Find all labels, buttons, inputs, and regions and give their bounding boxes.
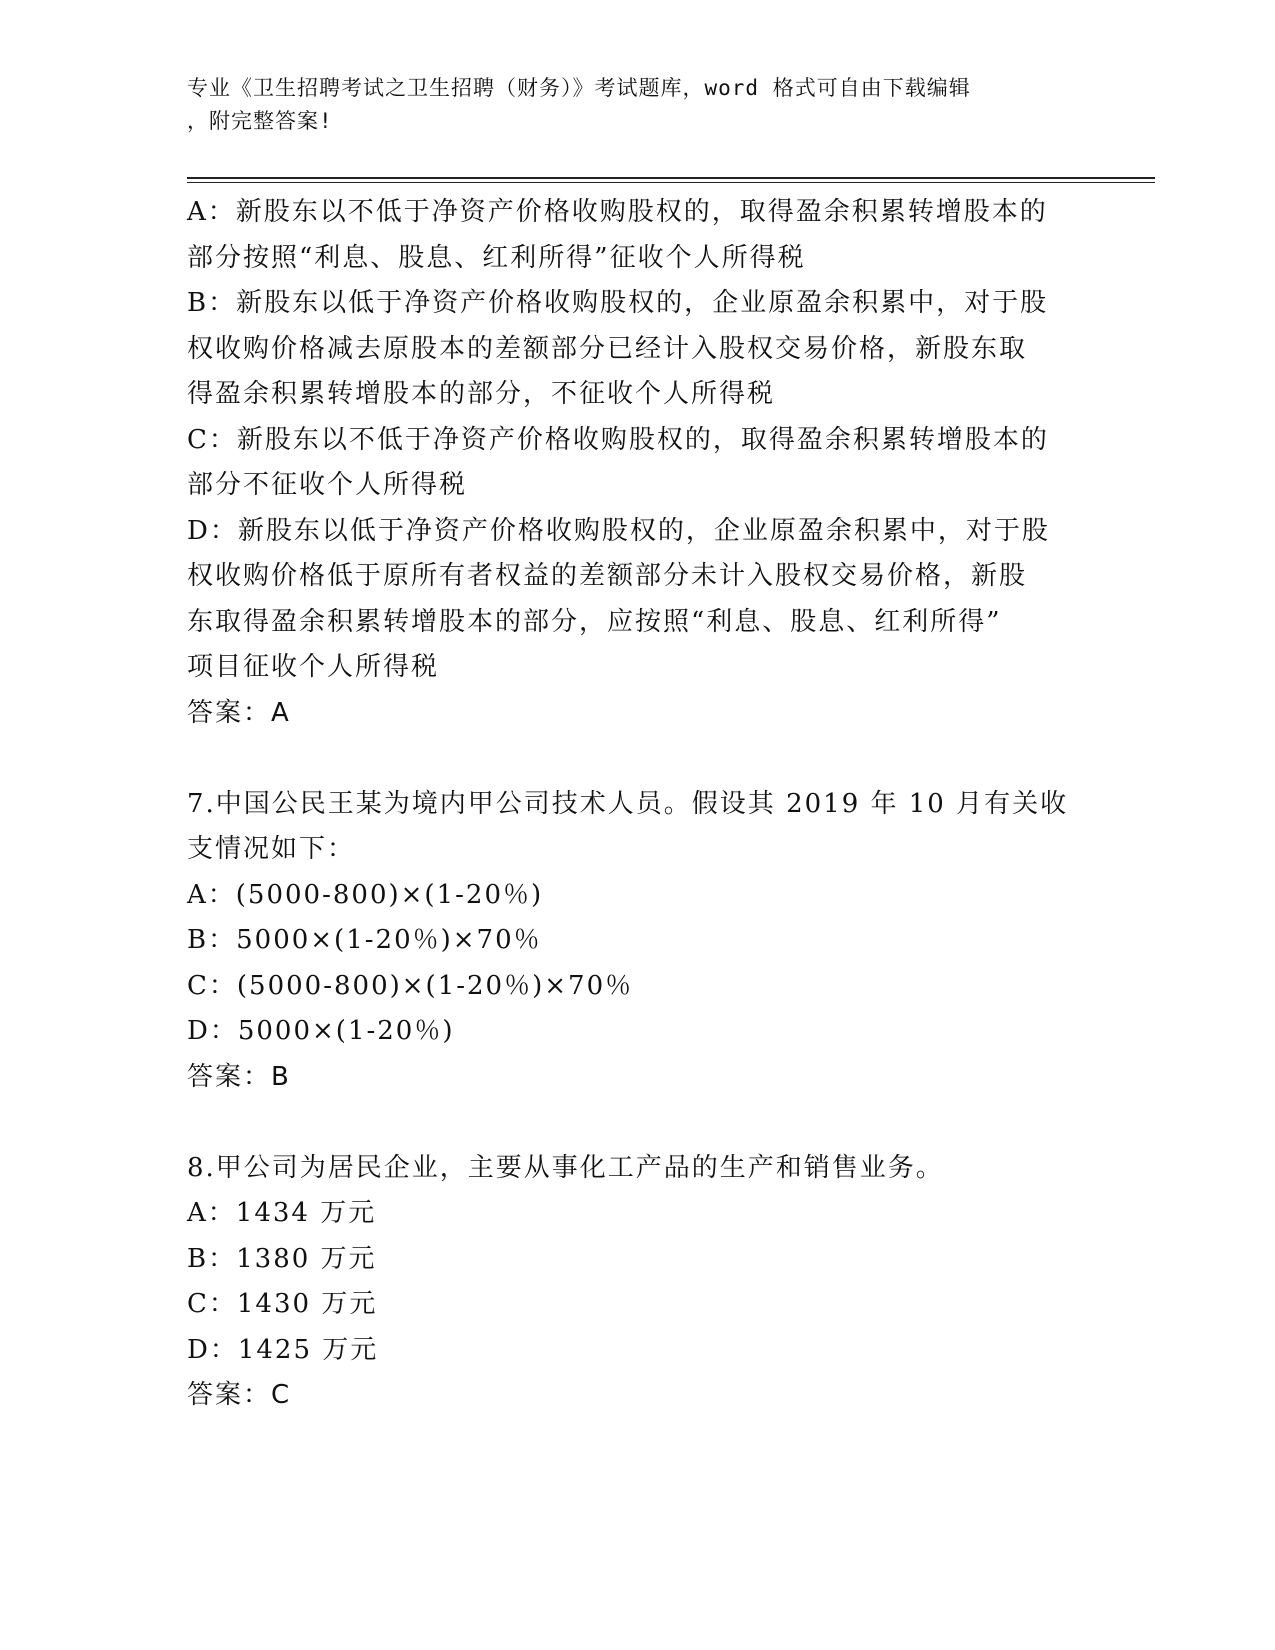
question-block-6 xyxy=(187,190,1077,736)
option-line: 部分按照“利息、股息、红利所得”征收个人所得税 xyxy=(187,242,806,273)
option-d: D：5000×(1-20％) xyxy=(187,1016,455,1046)
option-b: B：5000×(1-20％)×70％ xyxy=(187,925,542,955)
option-line: 东取得盈余积累转增股本的部分，应按照“利息、股息、红利所得” xyxy=(187,606,1002,637)
option-c: C：1430 万元 xyxy=(187,1289,378,1319)
spacer xyxy=(187,736,1077,782)
header-divider-thin xyxy=(187,182,1155,183)
option-line: 得盈余积累转增股本的部分，不征收个人所得税 xyxy=(187,379,776,409)
header-divider-thick xyxy=(187,177,1155,179)
option-line: D：新股东以低于净资产价格收购股权的，企业原盈余积累中，对于股 xyxy=(187,515,1050,546)
question-block-7 xyxy=(187,782,1077,1101)
question-stem: 8.甲公司为居民企业，主要从事化工产品的生产和销售业务。 xyxy=(187,1152,944,1183)
answer-label: 答案：A xyxy=(187,697,291,728)
header-line-1: 专业《卫生招聘考试之卫生招聘（财务）》考试题库，word 格式可自由下载编辑 xyxy=(187,76,971,100)
spacer xyxy=(187,1100,1077,1146)
option-line: 部分不征收个人所得税 xyxy=(187,470,468,500)
option-line: A：新股东以不低于净资产价格收购股权的，取得盈余积累转增股本的 xyxy=(187,197,1048,227)
answer-label: 答案：C xyxy=(187,1380,292,1410)
option-line: C：新股东以不低于净资产价格收购股权的，取得盈余积累转增股本的 xyxy=(187,424,1049,455)
option-c: C：(5000-800)×(1-20％)×70％ xyxy=(187,970,634,1001)
question-block-8 xyxy=(187,1146,1077,1419)
question-stem: 支情况如下： xyxy=(187,834,356,864)
option-line: 权收购价格减去原股本的差额部分已经计入股权交易价格，新股东取 xyxy=(187,333,1028,364)
option-line: 项目征收个人所得税 xyxy=(187,652,440,682)
document-header xyxy=(187,72,1077,138)
option-b: B：1380 万元 xyxy=(187,1243,377,1274)
option-d: D：1425 万元 xyxy=(187,1334,379,1365)
document-body xyxy=(187,190,1077,1419)
answer-label: 答案：B xyxy=(187,1061,291,1092)
option-line: B：新股东以低于净资产价格收购股权的，企业原盈余积累中，对于股 xyxy=(187,288,1049,318)
option-line: 权收购价格低于原所有者权益的差额部分未计入股权交易价格，新股 xyxy=(187,561,1028,591)
option-a: A：1434 万元 xyxy=(187,1198,377,1228)
header-line-2: ，附完整答案! xyxy=(187,109,333,133)
question-stem: 7.中国公民王某为境内甲公司技术人员。假设其 2019 年 10 月有关收 xyxy=(187,788,1069,819)
option-a: A：(5000-800)×(1-20％) xyxy=(187,879,544,910)
